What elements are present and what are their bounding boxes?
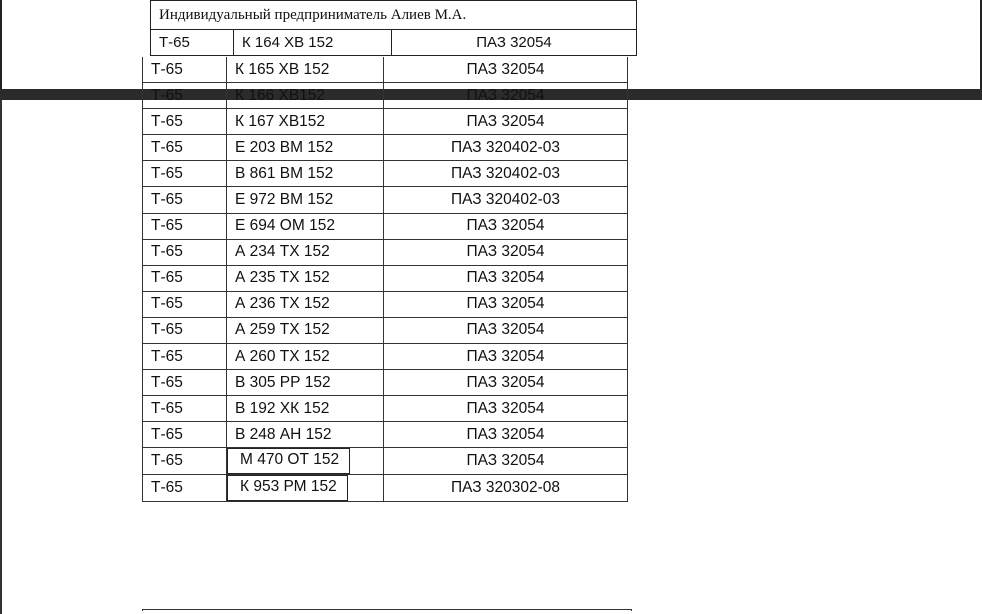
plate-cell: Е 972 ВМ 152 [227,187,384,213]
table-row [143,57,628,83]
plate-cell: В 861 ВМ 152 [227,161,384,187]
route-cell: Т-65 [143,239,227,265]
plate-cell: А 236 ТХ 152 [227,291,384,317]
model-cell: ПАЗ 320402-03 [384,187,628,213]
table-row [143,396,628,422]
plate-cell: К 166 ХВ152 [227,83,384,109]
route-cell: Т-65 [143,422,227,448]
table-row [143,83,628,109]
route-cell: Т-65 [143,213,227,239]
route-cell: Т-65 [143,291,227,317]
plate-cell: Е 694 ОМ 152 [227,213,384,239]
route-cell: Т-65 [143,265,227,291]
model-cell: ПАЗ 32054 [384,265,628,291]
vehicle-table [142,57,628,502]
plate-cell: А 259 ТХ 152 [227,317,384,343]
model-cell: ПАЗ 32054 [384,422,628,448]
table-row [143,344,628,370]
table-continuation [142,609,632,611]
model-cell: ПАЗ 32054 [384,239,628,265]
model-cell: ПАЗ 32054 [384,83,628,109]
route-cell: Т-65 [143,161,227,187]
model-cell: ПАЗ 32054 [384,370,628,396]
plate-text-boxed: М 470 ОТ 152 [227,448,350,474]
model-cell: ПАЗ 320302-08 [384,475,628,502]
route-cell: Т-65 [151,30,234,56]
model-cell: ПАЗ 320402-03 [384,135,628,161]
plate-cell: А 235 ТХ 152 [227,265,384,291]
model-cell: ПАЗ 32054 [392,30,637,56]
model-cell: ПАЗ 32054 [384,109,628,135]
route-cell: Т-65 [143,370,227,396]
plate-cell: К 164 ХВ 152 [234,30,392,56]
table-row [143,239,628,265]
table-row [143,475,628,502]
route-cell: Т-65 [143,109,227,135]
table-row [143,370,628,396]
route-cell: Т-65 [143,475,227,502]
table-row [151,30,637,56]
table-row [143,448,628,475]
plate-cell: А 234 ТХ 152 [227,239,384,265]
owner-name: Индивидуальный предприниматель Алиев М.А. [151,1,637,30]
route-cell: Т-65 [143,135,227,161]
owner-table [150,0,637,56]
route-cell: Т-65 [143,187,227,213]
model-cell: ПАЗ 320402-03 [384,161,628,187]
plate-cell: В 192 ХК 152 [227,396,384,422]
table-row [143,265,628,291]
model-cell: ПАЗ 32054 [384,57,628,83]
plate-cell: В 305 РР 152 [227,370,384,396]
table-row [143,291,628,317]
route-cell: Т-65 [143,317,227,343]
plate-cell: В 248 АН 152 [227,422,384,448]
route-cell: Т-65 [143,83,227,109]
plate-cell: А 260 ТХ 152 [227,344,384,370]
model-cell: ПАЗ 32054 [384,317,628,343]
plate-cell [227,448,384,475]
plate-cell: К 167 ХВ152 [227,109,384,135]
table-row [143,422,628,448]
model-cell: ПАЗ 32054 [384,344,628,370]
table-row [143,135,628,161]
model-cell: ПАЗ 32054 [384,213,628,239]
table-row [143,161,628,187]
plate-text-boxed: К 953 РМ 152 [227,475,348,501]
model-cell: ПАЗ 32054 [384,396,628,422]
plate-cell [227,475,384,502]
table-row [143,213,628,239]
table-row [143,187,628,213]
plate-cell: К 165 ХВ 152 [227,57,384,83]
table-row [143,109,628,135]
table-row [143,317,628,343]
route-cell: Т-65 [143,344,227,370]
route-cell: Т-65 [143,448,227,475]
model-cell: ПАЗ 32054 [384,448,628,475]
route-cell: Т-65 [143,396,227,422]
plate-cell: Е 203 ВМ 152 [227,135,384,161]
model-cell: ПАЗ 32054 [384,291,628,317]
route-cell: Т-65 [143,57,227,83]
